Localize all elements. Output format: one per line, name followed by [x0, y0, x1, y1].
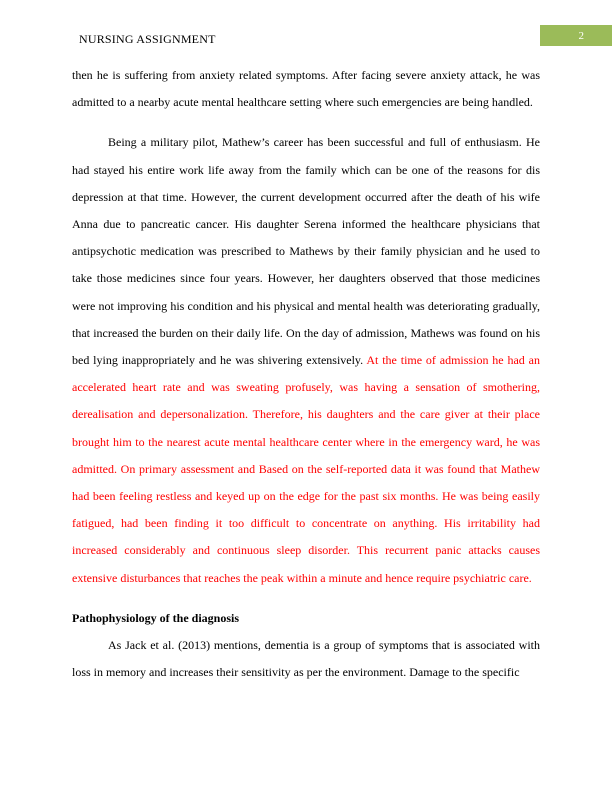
page-number-badge: [540, 25, 612, 46]
document-body: [72, 62, 540, 686]
paragraph-pathophysiology: As Jack et al. (2013) mentions, dementia is a group of symptoms that is associated with loss in memory and increases their sensitivity as per the environment. Damage to the specific: [72, 638, 540, 680]
page-number: 2: [578, 30, 584, 42]
paragraph-continuation: then he is suffering from anxiety related symptoms. After facing severe anxiety attack, he was admitted to a nearby acute mental healthcare setting where such emergencies are being handled.: [72, 68, 540, 110]
section-heading: Pathophysiology of the diagnosis: [72, 610, 240, 625]
paragraph-patient-history: [72, 129, 540, 591]
patient-history-text: Being a military pilot, Mathew’s career has been successful and full of enthusiasm. He had stayed his entire work life away from the family which can be one of the reasons for dis depression at that time. However, the current development occurred after the death of his wife Anna due to pancreatic cancer. His daughter Serena informed the healthcare physicians that antipsychotic medication was prescribed to Mathews by their family physician and he used to take those medicines since four years. However, her daughters observed that those medicines were not improving his condition and his physical and mental health was deteriorating gradually, that increased the burden on their daily life. On the day of admission, Mathews was found on his bed lying inappropriately and he was shivering extensively.: [72, 135, 540, 368]
running-header-title: NURSING ASSIGNMENT: [79, 32, 216, 46]
highlighted-text: At the time of admission he had an accelerated heart rate and was sweating profusely, was having a sensation of smothering, derealisation and depersonalization. Therefore, his daughters and the care giver at their place brought him to the nearest acute mental healthcare center where in the emergency ward, he was admitted. On primary assessment and Based on the self-reported data it was found that Mathew had been feeling restless and keyed up on the edge for the past six months. He was being easily fatigued, had been finding it too difficult to concentrate on anything. His irritability had increased considerably and continuous sleep disorder. This recurrent panic attacks causes extensive disturbances that reaches the peak within a minute and hence require psychiatric care.: [72, 353, 540, 585]
